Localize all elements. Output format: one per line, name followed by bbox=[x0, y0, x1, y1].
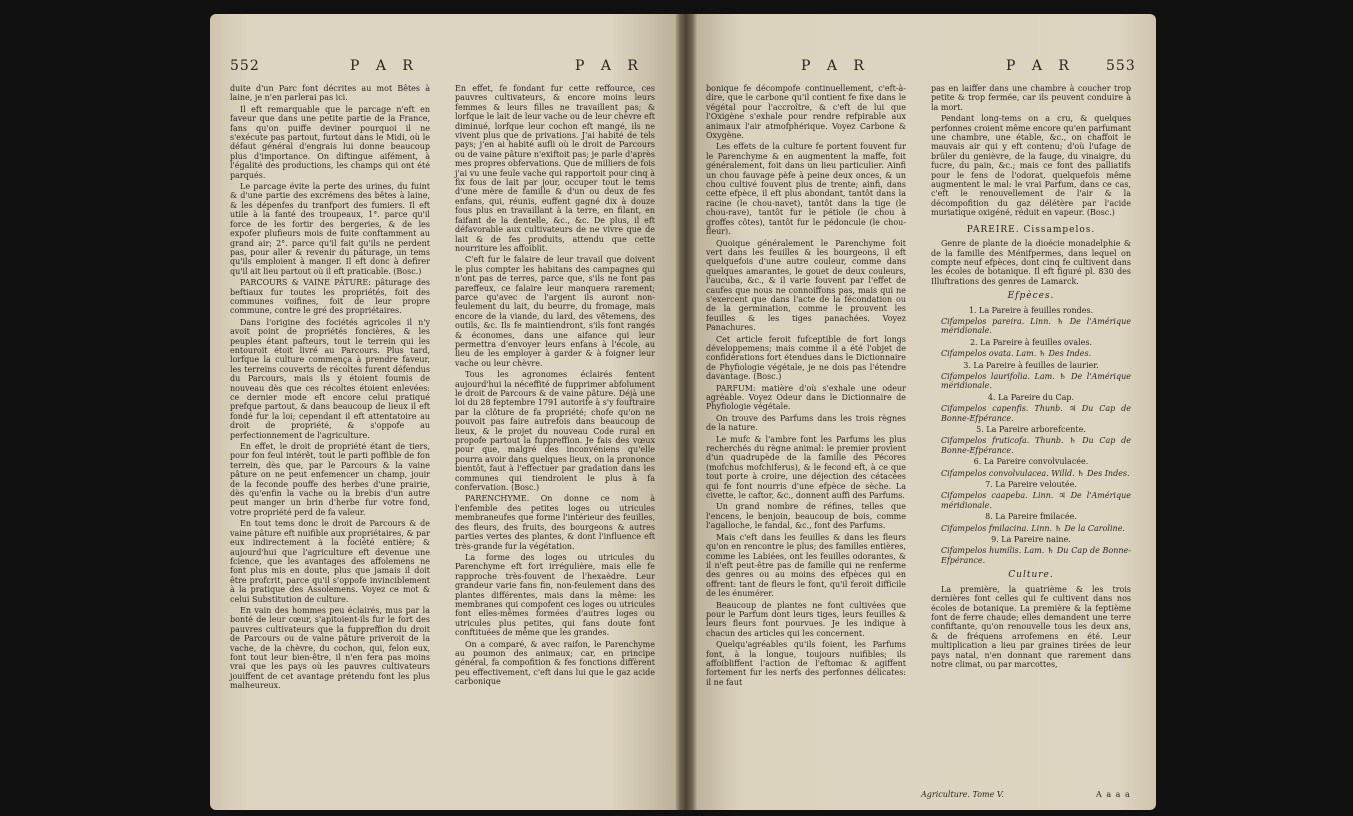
paragraph: Dans l'origine des fociétés agricoles il n'y avoit point de propriétés foncières, & les peuples étant pafteurs, tout le terrein qui les entouroit étoit livré au Parcours. Plus tard, lorfque la culture commença à prendre faveur, les terreins couverts de récoltes furent défendus du Parcours, mais ils y étoient foumis de nouveau dès que ces récoltes étoient enlevées: ce dernier mode eft encore celui pratiqué prefque partout, & dans beaucoup de lieux il eft fondé fur la loi; cependant il eft attentatoire au droit de propriété, & s'oppofe au perfectionnement de l'agriculture. bbox=[230, 317, 430, 440]
species-latin: Cifampelos caapeba. Linn. ♃ De l'Amérique méridionale. bbox=[941, 491, 1131, 510]
paragraph: Beaucoup de plantes ne font cultivées que pour le Parfum dont leurs tiges, leurs feuilles & leurs fleurs font pourvues. Je les indique à chacun des articles qui les concernent. bbox=[706, 600, 906, 638]
paragraph: Un grand nombre de réfines, telles que l'encens, le benjoin, beaucoup de bois, comme l'agalloche, le fandal, &c., font des Parfums. bbox=[706, 502, 906, 531]
paragraph: On trouve des Parfums dans les trois règnes de la nature. bbox=[706, 413, 906, 433]
paragraph: En effet, fe fondant fur cette reffource, ces pauvres cultivateurs, & encore moins leurs femmes & leurs filles ne travaillent pas; & lorfque le lait de leur vache ou de leur chèvre eft diminué, lorfque leur cochon eft mangé, ils ne vivent plus que de privations. J'ai habité de tels pays; j'en ai habité aufli où le droit de Parcours ou de vaine pâture n'exiftoit pas; je parle d'après mes propres obfervations. Que de milliers de fois j'ai vu une feule vache qui rapportoit pour cinq à fix fous de lait par jour, occuper tout le tems d'une mère de famille & d'un ou deux de fes enfans, qui, réunis, euffent gagné dix à douze fous plus en travaillant à la terre, en filant, en faifant de la dentelle, &c., &c. De plus, il eft défavorable aux cultivateurs de ne vivre que de lait & de fes produits, attendu que cette nourriture les affoiblit. bbox=[455, 84, 655, 253]
species-name: 8. La Pareire fmilacée. bbox=[985, 512, 1077, 522]
paragraph: Cet article feroit fufceptible de fort longs développemens; mais comme il a été l'objet de confidérations fort étendues dans le Dictionnaire de Phyfiologie végétale, je ne dois pas l'étendre davantage. (Bosc.) bbox=[706, 334, 906, 382]
right-head-title-2: P A R bbox=[1006, 58, 1075, 74]
species-latin: Cifampelos humilis. Lam. ♄ Du Cap de Bonne-Efpérance. bbox=[941, 546, 1131, 565]
paragraph: Genre de plante de la dioécie monadelphie & de la famille des Ménifpermes, dans lequel on compte neuf efpèces, dont cinq fe cultivent dans les écoles de botanique. Il eft figuré pl. 830 des Illuftrations des genres de Lamarck. bbox=[931, 239, 1131, 286]
right-column-2 bbox=[931, 84, 1131, 671]
left-page-number: 552 bbox=[230, 58, 260, 74]
paragraph: Quoique généralement le Parenchyme foit vert dans les feuilles & les bourgeons, il eft quelquefois d'une autre couleur, comme dans quelques amarantes, le gouet de deux couleurs, l'aucuba, &c., & il varie fouvent par l'effet de caufes que nous ne connoiffons pas, mais qui ne s'exercent que dans l'acte de la fécondation ou de la germination, comme le prouvent les feuilles & les tiges panachées. Voyez Panachures. bbox=[706, 238, 906, 333]
species-latin: Cifampelos laurifolia. Lam. ♄ De l'Amérique méridionale. bbox=[941, 371, 1131, 391]
paragraph: bonique fe décompofe continuellement, c'eft-à-dire, que le carbone qu'il contient fe fixe dans le végétal pour l'accroître, & c'eft de lui que l'Oxigène s'exhale pour rendre refpirable aux animaux l'air atmofphérique. Voyez Carbone & Oxygène. bbox=[706, 84, 906, 141]
species-list bbox=[931, 306, 1131, 566]
paragraph: C'eft fur le falaire de leur travail que doivent le plus compter les habitans des campagnes qui n'ont pas de terres, parce que, s'ils ne font pas pareffeux, ce falaire leur manquera rarement; parce qu'avec de l'argent ils auront non-feulement du lait, du beurre, du fromage, mais encore de la viande, du lard, des vêtemens, des outils, &c. Ils fe maintiendront, s'ils font rangés & économes, dans une aifance qui leur permettra d'envoyer leurs enfans à l'école, au lieu de les employer à garder & à foigner leur vache ou leur chèvre. bbox=[455, 255, 655, 368]
left-column-2 bbox=[455, 84, 655, 689]
species-latin: Cifampelos convolvulacea. Willd. ♄ Des Indes. bbox=[941, 468, 1130, 478]
species-name: 2. La Pareire à feuilles ovales. bbox=[969, 337, 1093, 347]
right-page bbox=[686, 14, 1156, 810]
footer-volume: Agriculture. Tome V. bbox=[921, 790, 1004, 799]
paragraph: Le mufc & l'ambre font les Parfums les plus recherchés du règne animal: le premier provient d'un quadrupède de la famille des Pécores (mofchus mofchiferus), & le fecond eft, à ce que tout porte à croire, une déjection des cétacées qui fe font nourris d'une efpèce de sèche. La civette, le caftor, &c., donnent auffi des Parfums. bbox=[706, 434, 906, 501]
paragraph: Le parcage évite la perte des urines, du fuint & d'une partie des excrémens des bêtes à laine, & les dépenfes du tranfport des fumiers. Il eft utile à la fanté des troupeaux, 1°. parce qu'il force de les fortir des bergeries, & de les expofer plufieurs mois de fuite conftamment au grand air; 2°. parce qu'il fait qu'ils ne perdent pas, pour aller & revenir du pâturage, un tems qu'ils emploient à manger. Il eft donc à defirer qu'il ait lieu partout où il eft praticable. (Bosc.) bbox=[230, 182, 430, 276]
paragraph: PARFUM: matière d'où s'exhale une odeur agréable. Voyez Odeur dans le Dictionnaire de Phyfiologie végétale. bbox=[706, 383, 906, 412]
book-gutter bbox=[674, 14, 698, 810]
species-latin: Cifampelos fmilacina. Linn. ♄ De la Caroline. bbox=[941, 523, 1125, 533]
paragraph: Quelqu'agréables qu'ils foient, les Parfums font, à la longue, toujours nuifibles; ils affoibliffent l'action de l'eftomac & agiffent fortement fur les nerfs des perfonnes délicates: il ne faut bbox=[706, 640, 906, 687]
paragraph: pas en laiffer dans une chambre à coucher trop petite & trop fermée, car ils peuvent conduire à la mort. bbox=[931, 84, 1131, 112]
left-column-1 bbox=[230, 84, 430, 693]
species-latin: Cifampelos fruticofa. Thunb. ♄ Du Cap de Bonne-Efpérance. bbox=[941, 436, 1131, 455]
right-head-title: P A R bbox=[801, 58, 870, 74]
paragraph: duite d'un Parc font décrites au mot Bêtes à laine, je n'en parlerai pas ici. bbox=[230, 84, 430, 103]
right-column-1 bbox=[706, 84, 906, 689]
paragraph: Tous les agronomes éclairés fentent aujourd'hui la néceffité de fupprimer abfolument le droit de Parcours & de vaine pâture. Déjà une loi du 28 feptembre 1791 autorife à s'y fouftraire par la clôture de fa propriété; chofe qu'on ne pouvoit pas faire autrefois dans beaucoup de lieux, & le projet du nouveau Code rural en propofe partout la fuppreffion. Je fais des vœux pour que, malgré des inconvéniens qu'elle pourra avoir dans quelques lieux, on la prononce bientôt, faut à l'effectuer par gradation dans les communes qui tiendroient le plus à fa confervation. (Bosc.) bbox=[455, 370, 655, 493]
paragraph: PARENCHYME. On donne ce nom à l'enfemble des petites loges ou utricules membraneufes que forme l'intérieur des feuilles, des fleurs, des fruits, des bourgeons & autres parties vertes des plantes, & dont l'influence eft très-grande fur la végétation. bbox=[455, 494, 655, 551]
paragraph: La forme des loges ou utricules du Parenchyme eft fort irrégulière, mais elle fe rapproche très-fouvent de l'hexaèdre. Leur grandeur varie fans fin, non-feulement dans des plantes différentes, mais dans la même: les membranes qui compofent ces loges ou utricules font elles-mêmes formées d'autres loges ou utricules plus petites, qui fans doute font conftituées de même que les grandes. bbox=[455, 552, 655, 638]
left-head-title: P A R bbox=[350, 58, 419, 74]
paragraph: On a comparé, & avec raifon, le Parenchyme au poumon des animaux; car, en principe général, fa compofition & fes fonctions diffèrent peu effectivement, c'eft dans lui que le gaz acide carbonique bbox=[455, 639, 655, 687]
section-title-especes: Efpèces. bbox=[1007, 291, 1055, 302]
section-title-culture: Culture. bbox=[1008, 570, 1054, 581]
entry-title-pareire: PAREIRE. Cissampelos. bbox=[966, 224, 1096, 235]
paragraph: En vain des hommes peu éclairés, mus par la bonté de leur cœur, s'apitoient-ils fur le fort des pauvres cultivateurs que la fuppreffion du droit de Parcours ou de vaine pâture priveroit de la vache, de la chèvre, du cochon, qui, felon eux, font tout leur bien-être, il n'en fera pas moins vrai que les pays où les pauvres cultivateurs jouiffent de cet avantage prétendu font les plus malheureux. bbox=[230, 605, 430, 691]
species-name: 1. La Pareire à feuilles rondes. bbox=[968, 305, 1094, 315]
left-running-head bbox=[230, 58, 660, 80]
species-name: 9. La Pareire naine. bbox=[991, 535, 1071, 545]
species-name: 3. La Pareire à feuilles de laurier. bbox=[963, 360, 1099, 370]
paragraph: Mais c'eft dans les feuilles & dans les fleurs qu'on en rencontre le plus; des familles entières, comme les Labiées, ont les feuilles odorantes, & il n'eft peut-être pas de famille qui ne renferme des genres ou au moins des efpèces qui en offrent: tant de fleurs le font, qu'il feroit difficile de les énumérer. bbox=[706, 532, 906, 599]
paragraph: En effet, le droit de propriété étant de tiers, pour fon feul intérêt, tout le parti poffible de fon terrein, dès que, par le Parcours & la vaine pâture on ne peut enfemencer un champ, jouir de la feconde pouffe des herbes d'une prairie, dès qu'enfin la vache ou la brebis d'un autre peut manger un brin d'herbe fur votre fond, votre propriété perd de fa valeur. bbox=[230, 442, 430, 517]
right-running-head bbox=[706, 58, 1136, 80]
species-latin: Cifampelos pareira. Linn. ♄ De l'Amérique méridionale. bbox=[941, 316, 1131, 336]
right-page-number: 553 bbox=[1106, 58, 1136, 74]
paragraph: Les effets de la culture fe portent fouvent fur le Parenchyme & en augmentent la maffe, foit généralement, foit dans un lieu particulier. Ainfi un chou fauvage pèfe à peine deux onces, & un chou cultivé fouvent plus de trente; ainfi, dans cette efpèce, il eft plus abondant, tantôt dans la racine (le chou-navet), tantôt dans la tige (le chou-rave), tantôt fur le pétiole (le chou à groffes côtes), tantôt fur le pédoncule (le chou-fleur). bbox=[706, 142, 906, 237]
species-name: 6. La Pareire convolvulacée. bbox=[973, 457, 1089, 467]
species-name: 4. La Pareire du Cap. bbox=[987, 392, 1075, 402]
species-latin: Cifampelos capenfis. Thunb. ♃ Du Cap de Bonne-Efpérance. bbox=[941, 404, 1131, 423]
paragraph: Pendant long-tems on a cru, & quelques perfonnes croient même encore qu'en parfumant une chambre, une étable, &c., on chaffoit le mauvais air qui y eft contenu; d'où l'ufage de brûler du genièvre, de la fauge, du vinaigre, du fucre, du pain, &c.; mais ce font des palliatifs pour le fens de l'odorat, quelquefois même augmentent le mal: le vrai Parfum, dans ce cas, c'eft le renouvellement de l'air & la décompofition du gaz délétère par l'acide muriatique oxigéné, réduit en vapeur. (Bosc.) bbox=[931, 114, 1131, 218]
paragraph: Il eft remarquable que le parcage n'eft en faveur que dans une petite partie de la France, fans qu'on puiffe deviner pourquoi il ne s'exécute pas partout, furtout dans le Midi, où le défaut général d'engrais lui donne beaucoup plus d'importance. On diftingue aifément, à l'égalité des productions, les champs qui ont été parqués. bbox=[230, 104, 430, 180]
paragraph: En tout tems donc le droit de Parcours & de vaine pâture eft nuifible aux propriétaires, & par eux indirectement à la fociété entière; & aujourd'hui que l'agriculture eft devenue une fcience, que les avantages des affolemens ne font plus mis en doute, plus que jamais il doit être profcrit, parce qu'il s'oppofe invinciblement à la pratique des Assolemens. Voyez ce mot & celui Substitution de culture. bbox=[230, 519, 430, 604]
species-name: 7. La Pareire veloutée. bbox=[985, 480, 1077, 490]
paragraph: La première, la quatrième & les trois dernières font celles qui fe cultivent dans nos écoles de botanique. La première & la feptième font de ferre chaude; elles demandent une terre confiftante, qu'on renouvelle tous les deux ans, & de fréquens arrofemens en été. Leur multiplication a lieu par graines tirées de leur pays natal, n'en donnant que rarement dans notre climat, ou par marcottes, bbox=[931, 584, 1131, 669]
signature-mark: A a a a bbox=[1096, 790, 1131, 799]
species-name: 5. La Pareire arborefcente. bbox=[976, 425, 1086, 434]
species-latin: Cifampelos ovata. Lam. ♄ Des Indes. bbox=[941, 349, 1092, 359]
left-head-title-2: P A R bbox=[575, 58, 644, 74]
left-page bbox=[210, 14, 682, 810]
paragraph: PARCOURS & VAINE PÂTURE: pâturage des beftiaux fur toutes les propriétés, foit des communes voifines, foit de leur propre commune, contre le gré des propriétaires. bbox=[230, 278, 430, 316]
